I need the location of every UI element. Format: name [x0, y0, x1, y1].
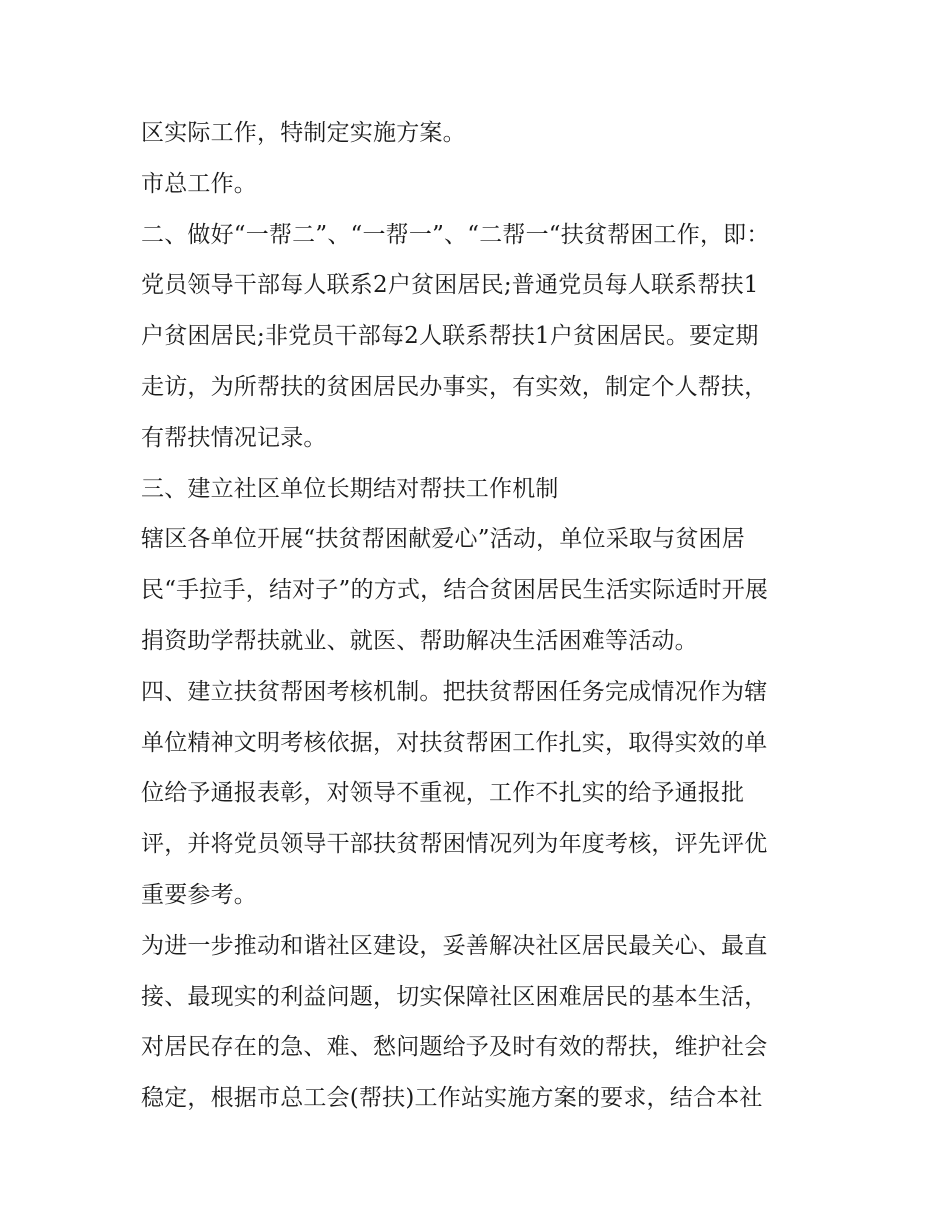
text-line: 区实际工作，特制定实施方案。 — [141, 120, 466, 146]
text-line: 接、最现实的利益问题，切实保障社区困难居民的基本生活， — [141, 983, 768, 1010]
text-line: 走访，为所帮扶的贫困居民办事实，有实效，制定个人帮扶， — [141, 373, 768, 400]
text-line: 稳定，根据市总工会(帮扶)工作站实施方案的要求，结合本社 — [141, 1085, 763, 1112]
section-heading: 二、做好“一帮二”、“一帮一”、“二帮一“扶贫帮困工作，即： — [141, 221, 770, 248]
text-line: 位给予通报表彰，对领导不重视，工作不扎实的给予通报批 — [141, 780, 745, 807]
text-line: 为进一步推动和谐社区建设，妥善解决社区居民最关心、最直 — [141, 932, 768, 959]
text-line: 辖区各单位开展“扶贫帮困献爱心”活动，单位采取与贫困居 — [141, 526, 745, 553]
text-line: 捐资助学帮扶就业、就医、帮助解决生活困难等活动。 — [141, 627, 698, 654]
text-line: 单位精神文明考核依据，对扶贫帮困工作扎实，取得实效的单 — [141, 729, 768, 756]
text-line: 户贫困居民;非党员干部每2人联系帮扶1户贫困居民。要定期 — [141, 323, 759, 350]
text-line: 党员领导干部每人联系2户贫困居民;普通党员每人联系帮扶1 — [141, 272, 759, 299]
text-line: 对居民存在的急、难、愁问题给予及时有效的帮扶，维护社会 — [141, 1034, 768, 1061]
section-heading: 三、建立社区单位长期结对帮扶工作机制 — [141, 475, 559, 502]
text-line: 民“手拉手，结对子”的方式，结合贫困居民生活实际适时开展 — [141, 577, 769, 604]
document-body — [141, 108, 831, 1124]
text-line: 重要参考。 — [141, 881, 257, 908]
text-line: 有帮扶情况记录。 — [141, 424, 327, 451]
text-line: 市总工作。 — [141, 170, 257, 197]
section-heading: 四、建立扶贫帮困考核机制。把扶贫帮困任务完成情况作为辖 — [141, 678, 768, 705]
text-line: 评，并将党员领导干部扶贫帮困情况列为年度考核，评先评优 — [141, 831, 768, 858]
